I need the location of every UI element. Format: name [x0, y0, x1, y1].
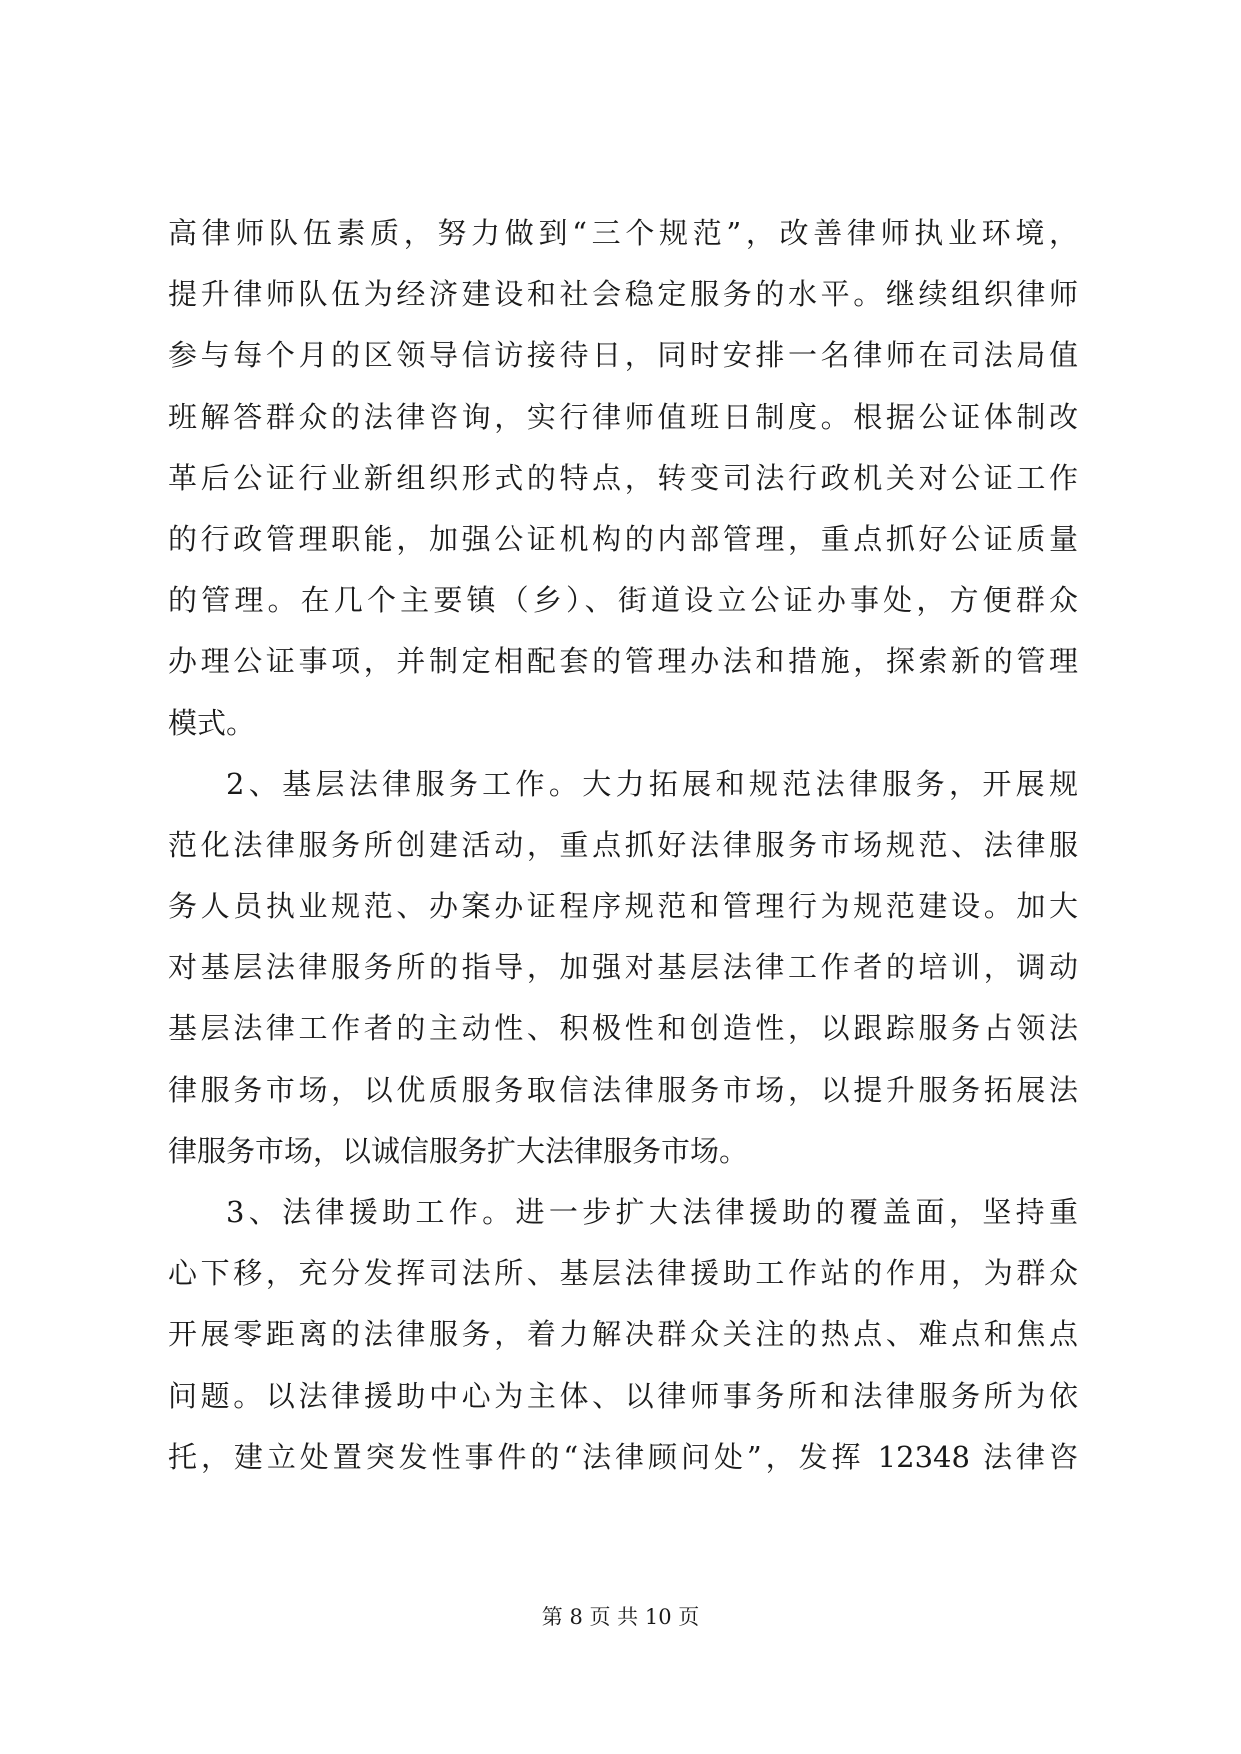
text-line: 高律师队伍素质，努力做到“三个规范”，改善律师执业环境，: [168, 216, 1078, 250]
text-line: 对基层法律服务所的指导，加强对基层法律工作者的培训，调动: [168, 950, 1078, 985]
text-line: 的行政管理职能，加强公证机构的内部管理，重点抓好公证质量: [168, 521, 1078, 556]
text-line: 革后公证行业新组织形式的特点，转变司法行政机关对公证工作: [168, 460, 1078, 495]
page-number-footer: 第 8 页 共 10 页: [541, 1605, 700, 1629]
text-line: 律服务市场，以诚信服务扩大法律服务市场。: [168, 1133, 749, 1168]
text-line: 务人员执业规范、办案办证程序规范和管理行为规范建设。加大: [168, 889, 1078, 924]
text-line: 问题。以法律援助中心为主体、以律师事务所和法律服务所为依: [168, 1378, 1078, 1413]
text-line: 办理公证事项，并制定相配套的管理办法和措施，探索新的管理: [168, 644, 1078, 679]
body-text: [168, 203, 1078, 1488]
text-line: 参与每个月的区领导信访接待日，同时安排一名律师在司法局值: [168, 338, 1078, 373]
text-line: 基层法律工作者的主动性、积极性和创造性，以跟踪服务占领法: [168, 1011, 1078, 1046]
text-line: 开展零距离的法律服务，着力解决群众关注的热点、难点和焦点: [168, 1317, 1078, 1352]
text-line: 托，建立处置突发性事件的“法律顾问处”，发挥 12348 法律咨: [168, 1439, 1078, 1474]
text-line: 范化法律服务所创建活动，重点抓好法律服务市场规范、法律服: [168, 827, 1078, 862]
text-line: 的管理。在几个主要镇（乡）、街道设立公证办事处，方便群众: [168, 583, 1078, 618]
text-line: 提升律师队伍为经济建设和社会稳定服务的水平。继续组织律师: [168, 277, 1078, 312]
paragraph-first-line: 3、法律援助工作。进一步扩大法律援助的覆盖面，坚持重: [226, 1195, 1078, 1229]
text-line: 律服务市场，以优质服务取信法律服务市场，以提升服务拓展法: [168, 1072, 1078, 1107]
text-line: 模式。: [168, 705, 256, 740]
paragraph-first-line: 2、基层法律服务工作。大力拓展和规范法律服务，开展规: [226, 766, 1078, 801]
text-line: 心下移，充分发挥司法所、基层法律援助工作站的作用，为群众: [168, 1256, 1078, 1291]
text-line: 班解答群众的法律咨询，实行律师值班日制度。根据公证体制改: [168, 399, 1078, 434]
